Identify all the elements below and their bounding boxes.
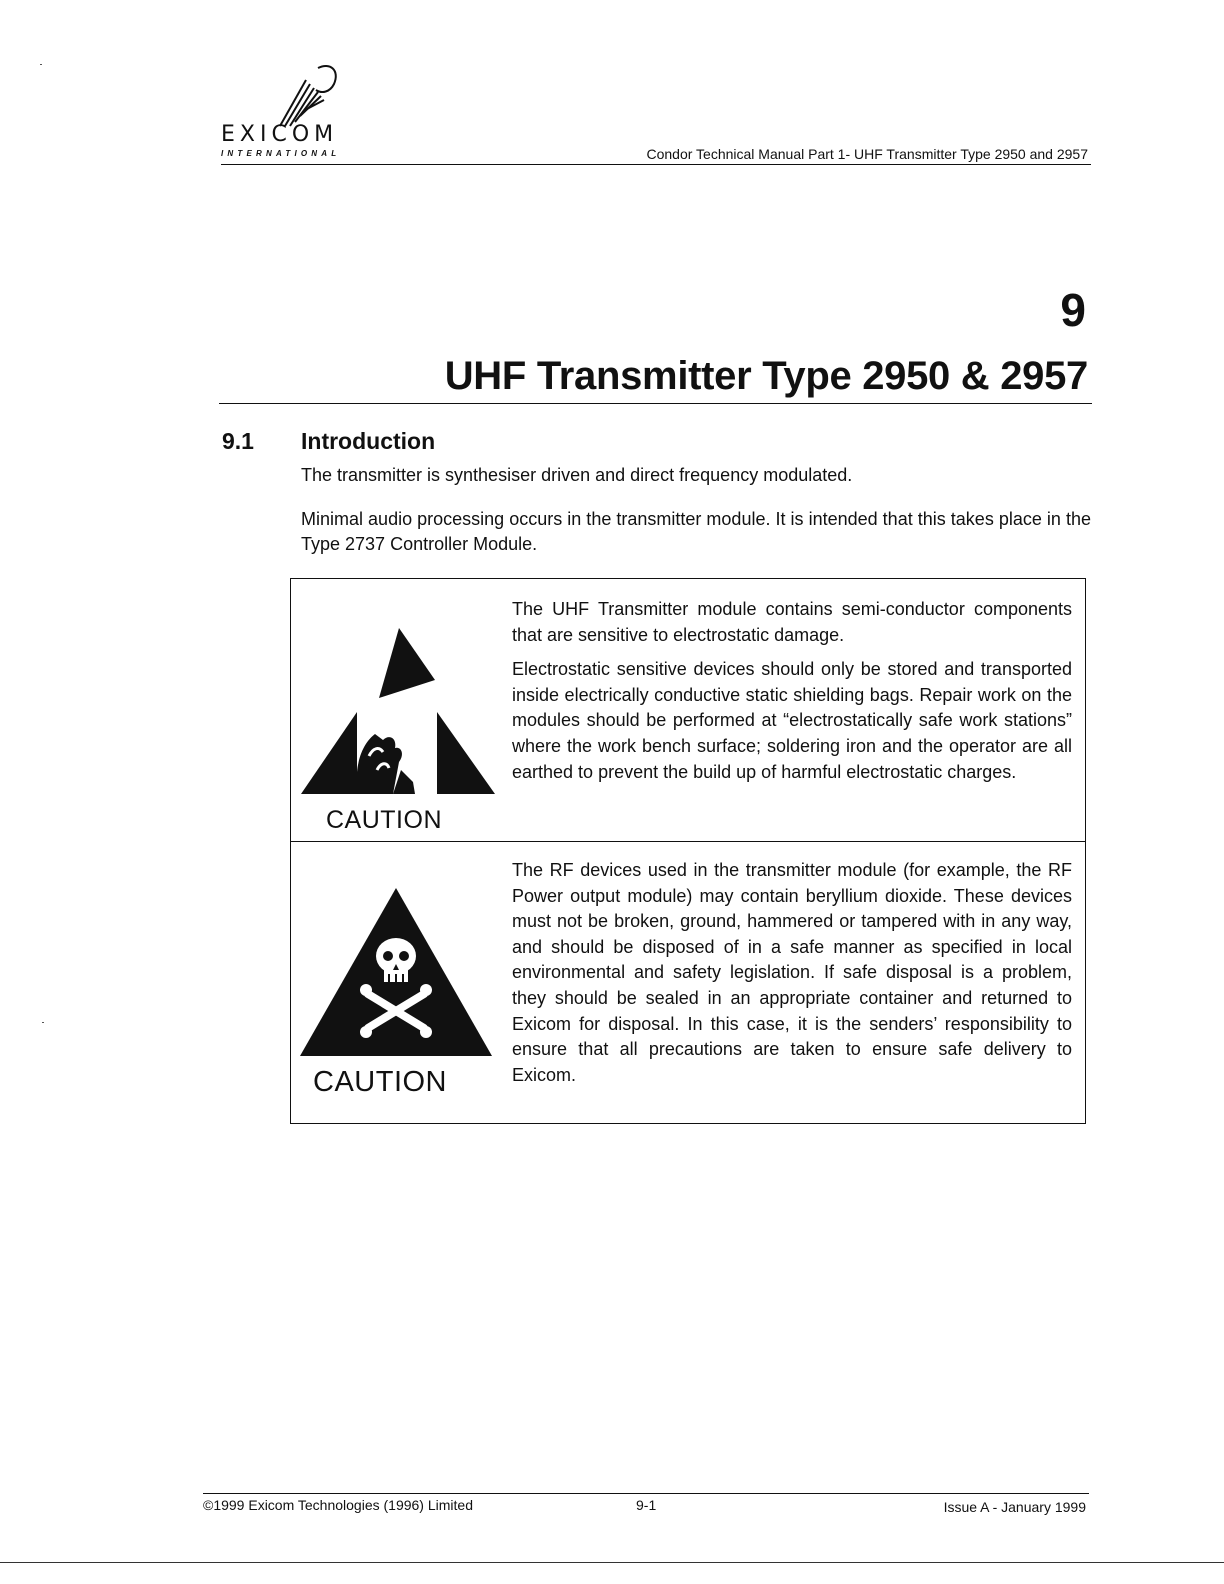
intro-paragraph: Minimal audio processing occurs in the transmitter module. It is intended that this takes place in the Type 2737 Controller Module. xyxy=(301,509,1091,554)
caution-divider xyxy=(290,841,1086,842)
running-header-title: Condor Technical Manual Part 1- UHF Transmitter Type 2950 and 2957 xyxy=(646,146,1088,162)
caution-text xyxy=(512,858,1072,1097)
footer-page-number: 9-1 xyxy=(636,1497,657,1513)
scan-speck xyxy=(42,1022,44,1023)
header-rule xyxy=(221,164,1091,165)
scan-edge-rule xyxy=(0,1562,1224,1563)
logo-subtitle: INTERNATIONAL xyxy=(221,149,341,158)
caution-paragraph: The UHF Transmitter module contains semi-conductor components that are sensitive to electrostatic damage. xyxy=(512,599,1072,645)
scan-speck xyxy=(40,64,42,65)
chapter-number: 9 xyxy=(1060,284,1086,336)
footer-issue: Issue A - January 1999 xyxy=(943,1499,1086,1515)
caution-text xyxy=(512,597,1072,794)
section-title: Introduction xyxy=(301,428,436,454)
logo-wordmark: EXICOM xyxy=(221,122,339,147)
intro-paragraph: The transmitter is synthesiser driven and direct frequency modulated. xyxy=(301,465,853,485)
caution-paragraph: Electrostatic sensitive devices should only be stored and transported inside electrically conductive static shielding bags. Repair work on the modules should be performed at “electrostatically safe work stations” where the work bench surface; soldering iron and the operator are all earthed to prevent the build up of harmful electrostatic charges. xyxy=(512,659,1072,782)
footer-rule xyxy=(203,1493,1089,1494)
electrostatic-hazard-icon xyxy=(297,622,497,802)
skull-crossbones-icon xyxy=(298,886,494,1060)
caution-label: CAUTION xyxy=(326,806,442,834)
section-number: 9.1 xyxy=(222,428,254,454)
caution-label: CAUTION xyxy=(313,1066,447,1098)
chapter-rule xyxy=(219,403,1092,404)
chapter-title: UHF Transmitter Type 2950 & 2957 xyxy=(444,354,1088,398)
footer-copyright: ©1999 Exicom Technologies (1996) Limited xyxy=(203,1497,473,1513)
exicom-logo-icon xyxy=(272,60,348,128)
caution-paragraph: The RF devices used in the transmitter module (for example, the RF Power output module) may contain beryllium dioxide. These devices must not be broken, ground, hammered or tampered with in any way, and should be disposed of in a safe manner as specified in local environmental and safety legislation. If safe disposal is a problem, they should be sealed in an appropriate container and returned to Exicom for disposal. In this case, it is the senders’ responsibility to ensure that all precautions are taken to ensure safe delivery to Exicom. xyxy=(512,860,1072,1085)
